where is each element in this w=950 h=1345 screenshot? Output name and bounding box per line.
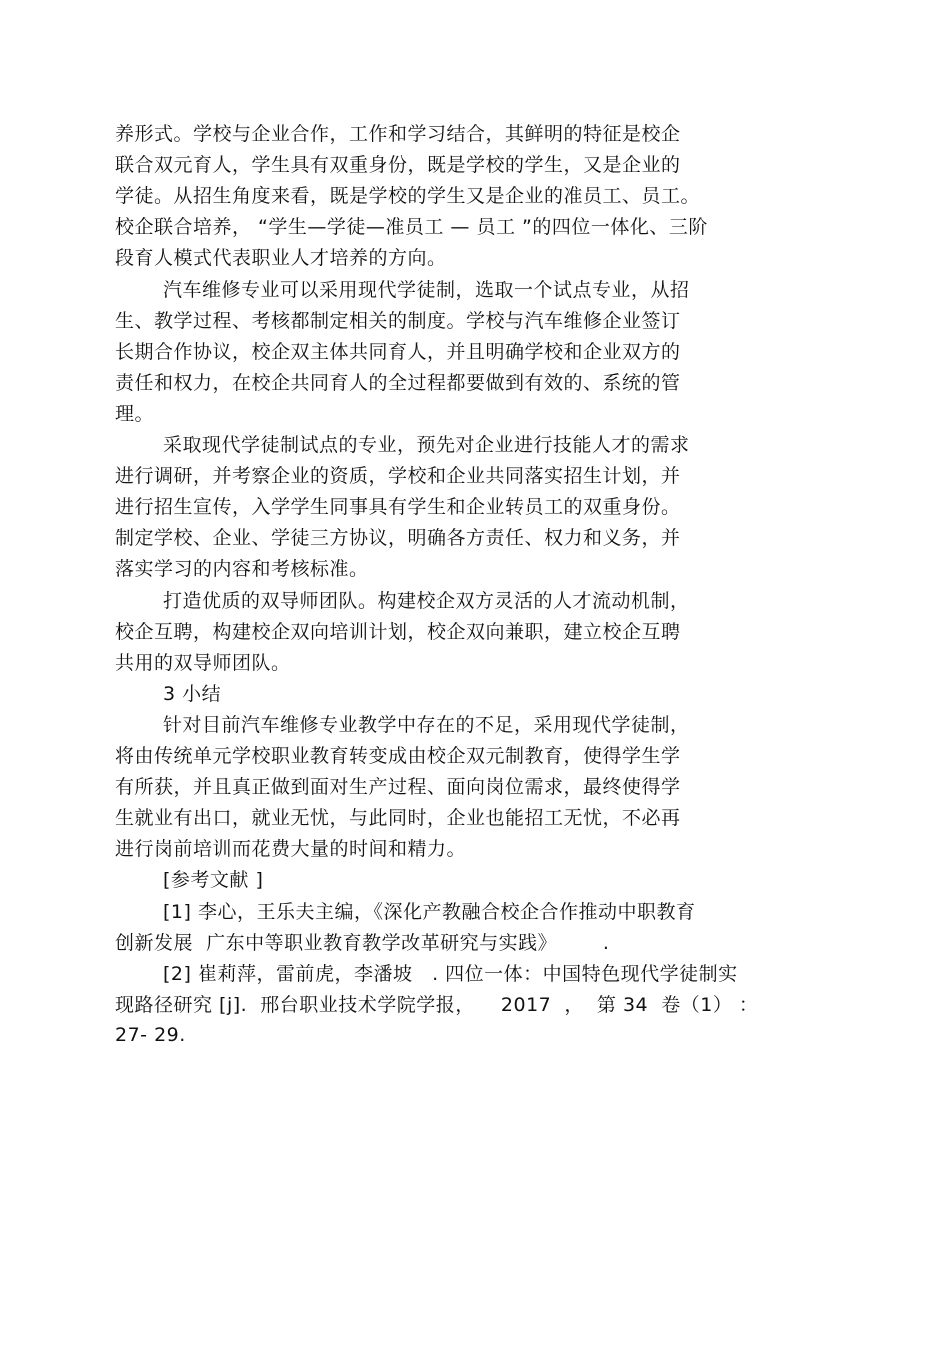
reference-item: 现路径研究 [j]. 邢台职业技术学院学报， 2017 ， 第 34 卷（1） ： [115, 994, 759, 1016]
text-line: 进行调研，并考察企业的资质，学校和企业共同落实招生计划，并 [115, 465, 681, 487]
text-line: 生就业有出口，就业无忧，与此同时，企业也能招工无忧，不必再 [115, 807, 681, 829]
text-line: 联合双元育人，学生具有双重身份，既是学校的学生，又是企业的 [115, 154, 681, 176]
text-line: 打造优质的双导师团队。构建校企双方灵活的人才流动机制， [163, 590, 690, 612]
reference-item: [1] 李心，王乐夫主编，《深化产教融合校企合作推动中职教育 [163, 901, 696, 923]
text-line: 将由传统单元学校职业教育转变成由校企双元制教育，使得学生学 [115, 745, 681, 767]
text-line: 责任和权力，在校企共同育人的全过程都要做到有效的、系统的管 [115, 372, 681, 394]
text-line: 段育人模式代表职业人才培养的方向。 [115, 247, 447, 269]
section-heading: 3 小结 [163, 683, 222, 705]
text-line: 采取现代学徒制试点的专业，预先对企业进行技能人才的需求 [163, 434, 690, 456]
text-line: 校企联合培养， “学生—学徒—准员工 — 员工 ”的四位一体化、三阶 [115, 216, 708, 238]
reference-item: [2] 崔莉萍，雷前虎，李潘坡 . 四位一体：中国特色现代学徒制实 [163, 963, 738, 985]
text-line: 进行岗前培训而花费大量的时间和精力。 [115, 838, 467, 860]
text-line: 进行招生宣传，入学学生同事具有学生和企业转员工的双重身份。 [115, 496, 681, 518]
references-heading: [参考文献 ] [163, 869, 264, 891]
text-line: 生、教学过程、考核都制定相关的制度。学校与汽车维修企业签订 [115, 310, 681, 332]
reference-item: 创新发展 广东中等职业教育教学改革研究与实践》 . [115, 932, 610, 954]
text-line: 理。 [115, 403, 155, 425]
text-line: 校企互聘，构建校企双向培训计划，校企双向兼职，建立校企互聘 [115, 621, 681, 643]
text-line: 共用的双导师团队。 [115, 652, 291, 674]
text-line: 针对目前汽车维修专业教学中存在的不足，采用现代学徒制， [163, 714, 690, 736]
text-line: 养形式。学校与企业合作，工作和学习结合，其鲜明的特征是校企 [115, 123, 681, 145]
text-line: 有所获，并且真正做到面对生产过程、面向岗位需求，最终使得学 [115, 776, 681, 798]
text-line: 汽车维修专业可以采用现代学徒制，选取一个试点专业，从招 [163, 279, 690, 301]
text-line: 长期合作协议，校企双主体共同育人，并且明确学校和企业双方的 [115, 341, 681, 363]
text-line: 制定学校、企业、学徒三方协议，明确各方责任、权力和义务，并 [115, 527, 681, 549]
reference-item: 27- 29. [115, 1024, 186, 1046]
text-line: 落实学习的内容和考核标准。 [115, 558, 369, 580]
text-line: 学徒。从招生角度来看，既是学校的学生又是企业的准员工、员工。 [115, 185, 701, 207]
